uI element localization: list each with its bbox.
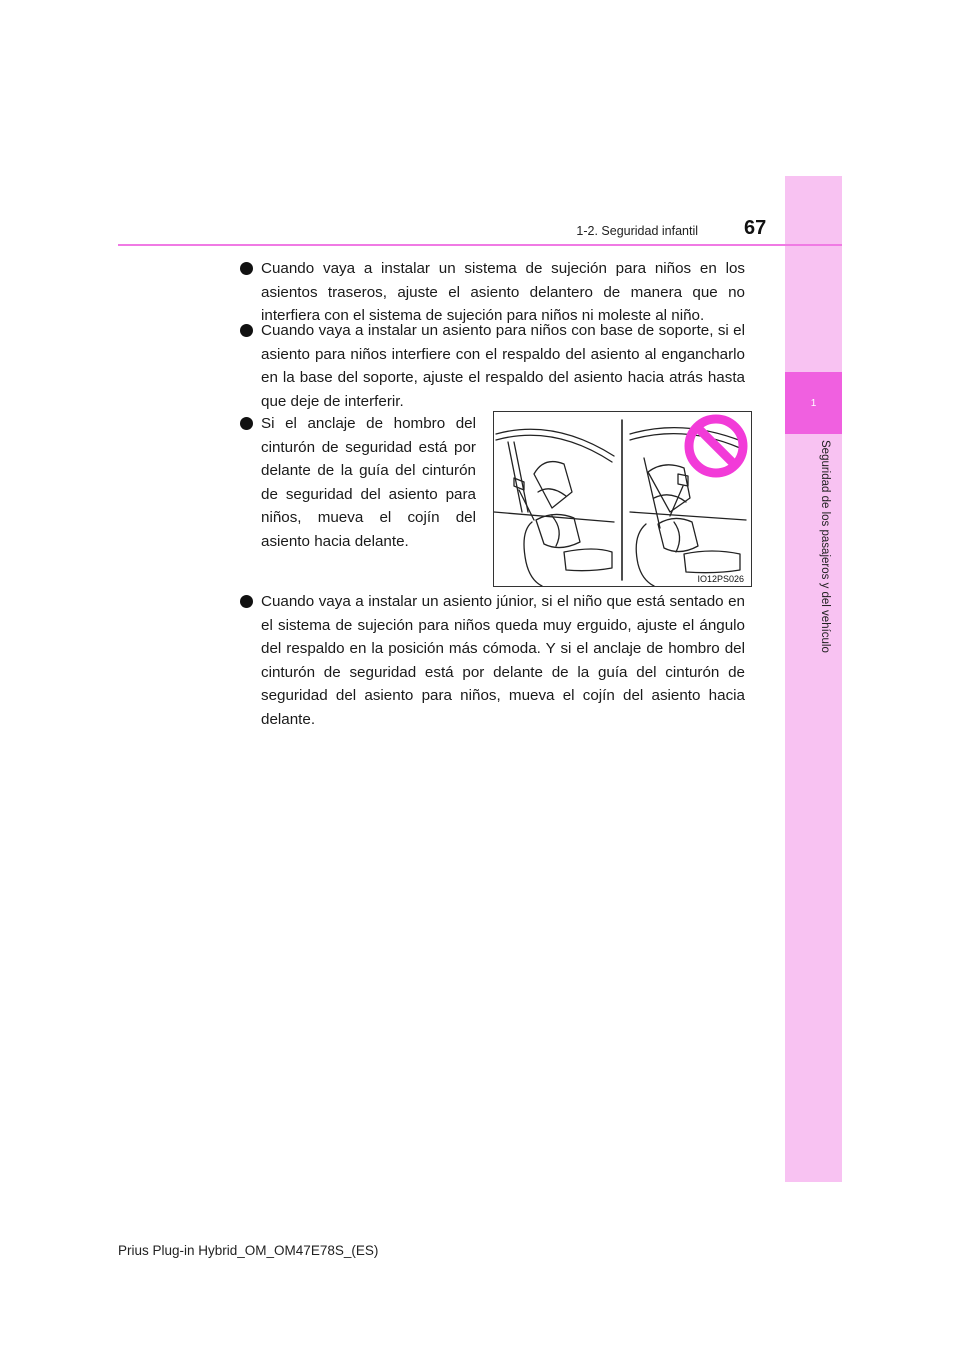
figure-code: IO12PS026 — [697, 574, 744, 584]
header-rule — [118, 244, 842, 246]
bullet-text: Cuando vaya a instalar un asiento para niños con base de soporte, si el asiento para niños interfiere con el respaldo del asiento al engancharlo en la base del soporte, ajuste el respaldo del asiento hacia atrás hasta que deje de interferir. — [261, 322, 745, 410]
seat-illustration-drawing — [494, 412, 751, 586]
bullet-dot-icon — [240, 595, 253, 608]
section-title: 1-2. Seguridad infantil — [576, 224, 698, 238]
bullet-item — [240, 319, 745, 413]
bullet-item — [240, 590, 745, 731]
bullet-dot-icon — [240, 417, 253, 430]
page-number: 67 — [744, 217, 767, 239]
bullet-item — [240, 412, 476, 553]
footer-text: Prius Plug-in Hybrid_OM_OM47E78S_(ES) — [118, 1243, 379, 1258]
chapter-number: 1 — [785, 372, 842, 434]
bullet-text: Cuando vaya a instalar un asiento júnior, si el niño que está sentado en el sistema de sujeción para niños queda muy erguido, ajuste el ángulo del respaldo en la posición más cómoda. Y si el anclaje de hombro del cinturón de seguridad está por delante de la guía del cinturón de seguridad del asiento para niños, mueva el cojín del asiento hacia delante. — [261, 593, 745, 728]
chapter-title: Seguridad de los pasajeros y del vehículo — [819, 440, 831, 653]
bullet-dot-icon — [240, 324, 253, 337]
bullet-dot-icon — [240, 262, 253, 275]
bullet-text: Cuando vaya a instalar un sistema de sujeción para niños en los asientos traseros, ajuste el asiento delantero de manera que no interfiera con el sistema de sujeción para niños ni moleste al niño. — [261, 260, 745, 324]
bullet-item — [240, 257, 745, 328]
seat-illustration — [493, 411, 752, 587]
bullet-text: Si el anclaje de hombro del cinturón de seguridad está por delante de la guía del cinturón de seguridad del asiento para niños, mueva el cojín del asiento hacia delante. — [261, 415, 476, 550]
